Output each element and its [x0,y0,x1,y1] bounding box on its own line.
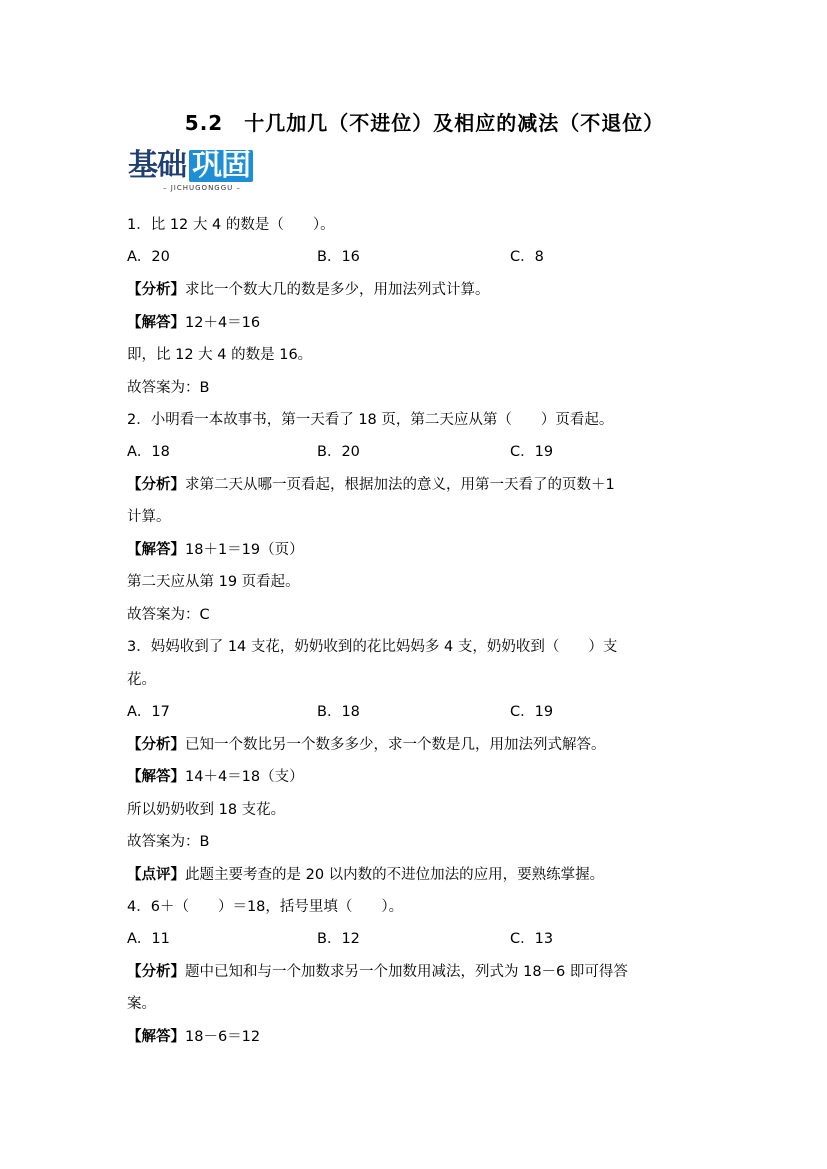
q4-option-c: C．13 [510,931,554,947]
logo-text-part2: 巩固 [189,150,253,182]
q3-option-a: A．17 [127,704,170,720]
q2-option-c: C．19 [510,444,554,460]
comment-text: 此题主要考查的是 20 以内数的不进位加法的应用，要熟练掌握。 [185,867,605,883]
q4-analysis [127,962,628,982]
q1-final-answer: 故答案为：B [127,380,210,396]
analysis-tag: 【分析】 [127,282,185,298]
q2-explanation: 第二天应从第 19 页看起。 [127,574,300,590]
q3-stem: 3．妈妈收到了 14 支花，奶奶收到的花比妈妈多 4 支，奶奶收到（ ）支 [127,639,618,655]
logo-mark [128,150,253,182]
q1-option-a: A．20 [127,249,170,265]
q3-explanation: 所以奶奶收到 18 支花。 [127,802,286,818]
q4-option-b: B．12 [317,931,360,947]
q3-option-c: C．19 [510,704,554,720]
answer-text: 14＋4＝18（支） [185,769,304,785]
analysis-tag: 【分析】 [127,737,185,753]
answer-text: 18＋1＝19（页） [185,542,304,558]
section-logo [128,150,274,194]
q3-stem-cont: 花。 [127,672,156,688]
q4-analysis-cont: 案。 [127,996,156,1012]
q1-option-b: B．16 [317,249,360,265]
analysis-tag: 【分析】 [127,477,185,493]
comment-tag: 【点评】 [127,867,185,883]
q1-analysis [127,280,490,300]
q2-stem: 2．小明看一本故事书，第一天看了 18 页，第二天应从第（ ）页看起。 [127,412,614,428]
q2-answer [127,540,304,560]
q3-final-answer: 故答案为：B [127,834,210,850]
analysis-tag: 【分析】 [127,964,185,980]
analysis-text: 求第二天从哪一页看起，根据加法的意义，用第一天看了的页数＋1 [185,477,615,493]
q1-answer [127,313,260,333]
q3-option-b: B．18 [317,704,360,720]
answer-tag: 【解答】 [127,542,185,558]
analysis-text: 求比一个数大几的数是多少，用加法列式计算。 [185,282,490,298]
q4-answer [127,1027,260,1047]
q2-final-answer: 故答案为：C [127,607,210,623]
q4-stem: 4．6＋（ ）＝18，括号里填（ ）。 [127,899,404,915]
q1-stem: 1．比 12 大 4 的数是（ ）。 [127,217,335,233]
answer-text: 18－6＝12 [185,1029,261,1045]
answer-tag: 【解答】 [127,315,185,331]
q2-analysis-cont: 计算。 [127,509,171,525]
q3-comment [127,865,604,885]
answer-tag: 【解答】 [127,1029,185,1045]
q2-analysis [127,475,615,495]
answer-tag: 【解答】 [127,769,185,785]
q3-analysis [127,735,606,755]
logo-text-part1: 基础 [128,148,186,183]
q1-option-c: C．8 [510,249,544,265]
logo-subtitle: – JICHUGONGGU – [163,184,241,192]
q4-option-a: A．11 [127,931,170,947]
q2-option-a: A．18 [127,444,170,460]
q2-option-b: B．20 [317,444,360,460]
analysis-text: 已知一个数比另一个数多多少，求一个数是几，用加法列式解答。 [185,737,606,753]
answer-text: 12＋4＝16 [185,315,261,331]
analysis-text: 题中已知和与一个加数求另一个加数用减法，列式为 18－6 即可得答 [185,964,628,980]
q1-explanation: 即，比 12 大 4 的数是 16。 [127,347,313,363]
q3-answer [127,767,304,787]
page-title: 5.2 十几加几（不进位）及相应的减法（不退位） [184,111,665,135]
